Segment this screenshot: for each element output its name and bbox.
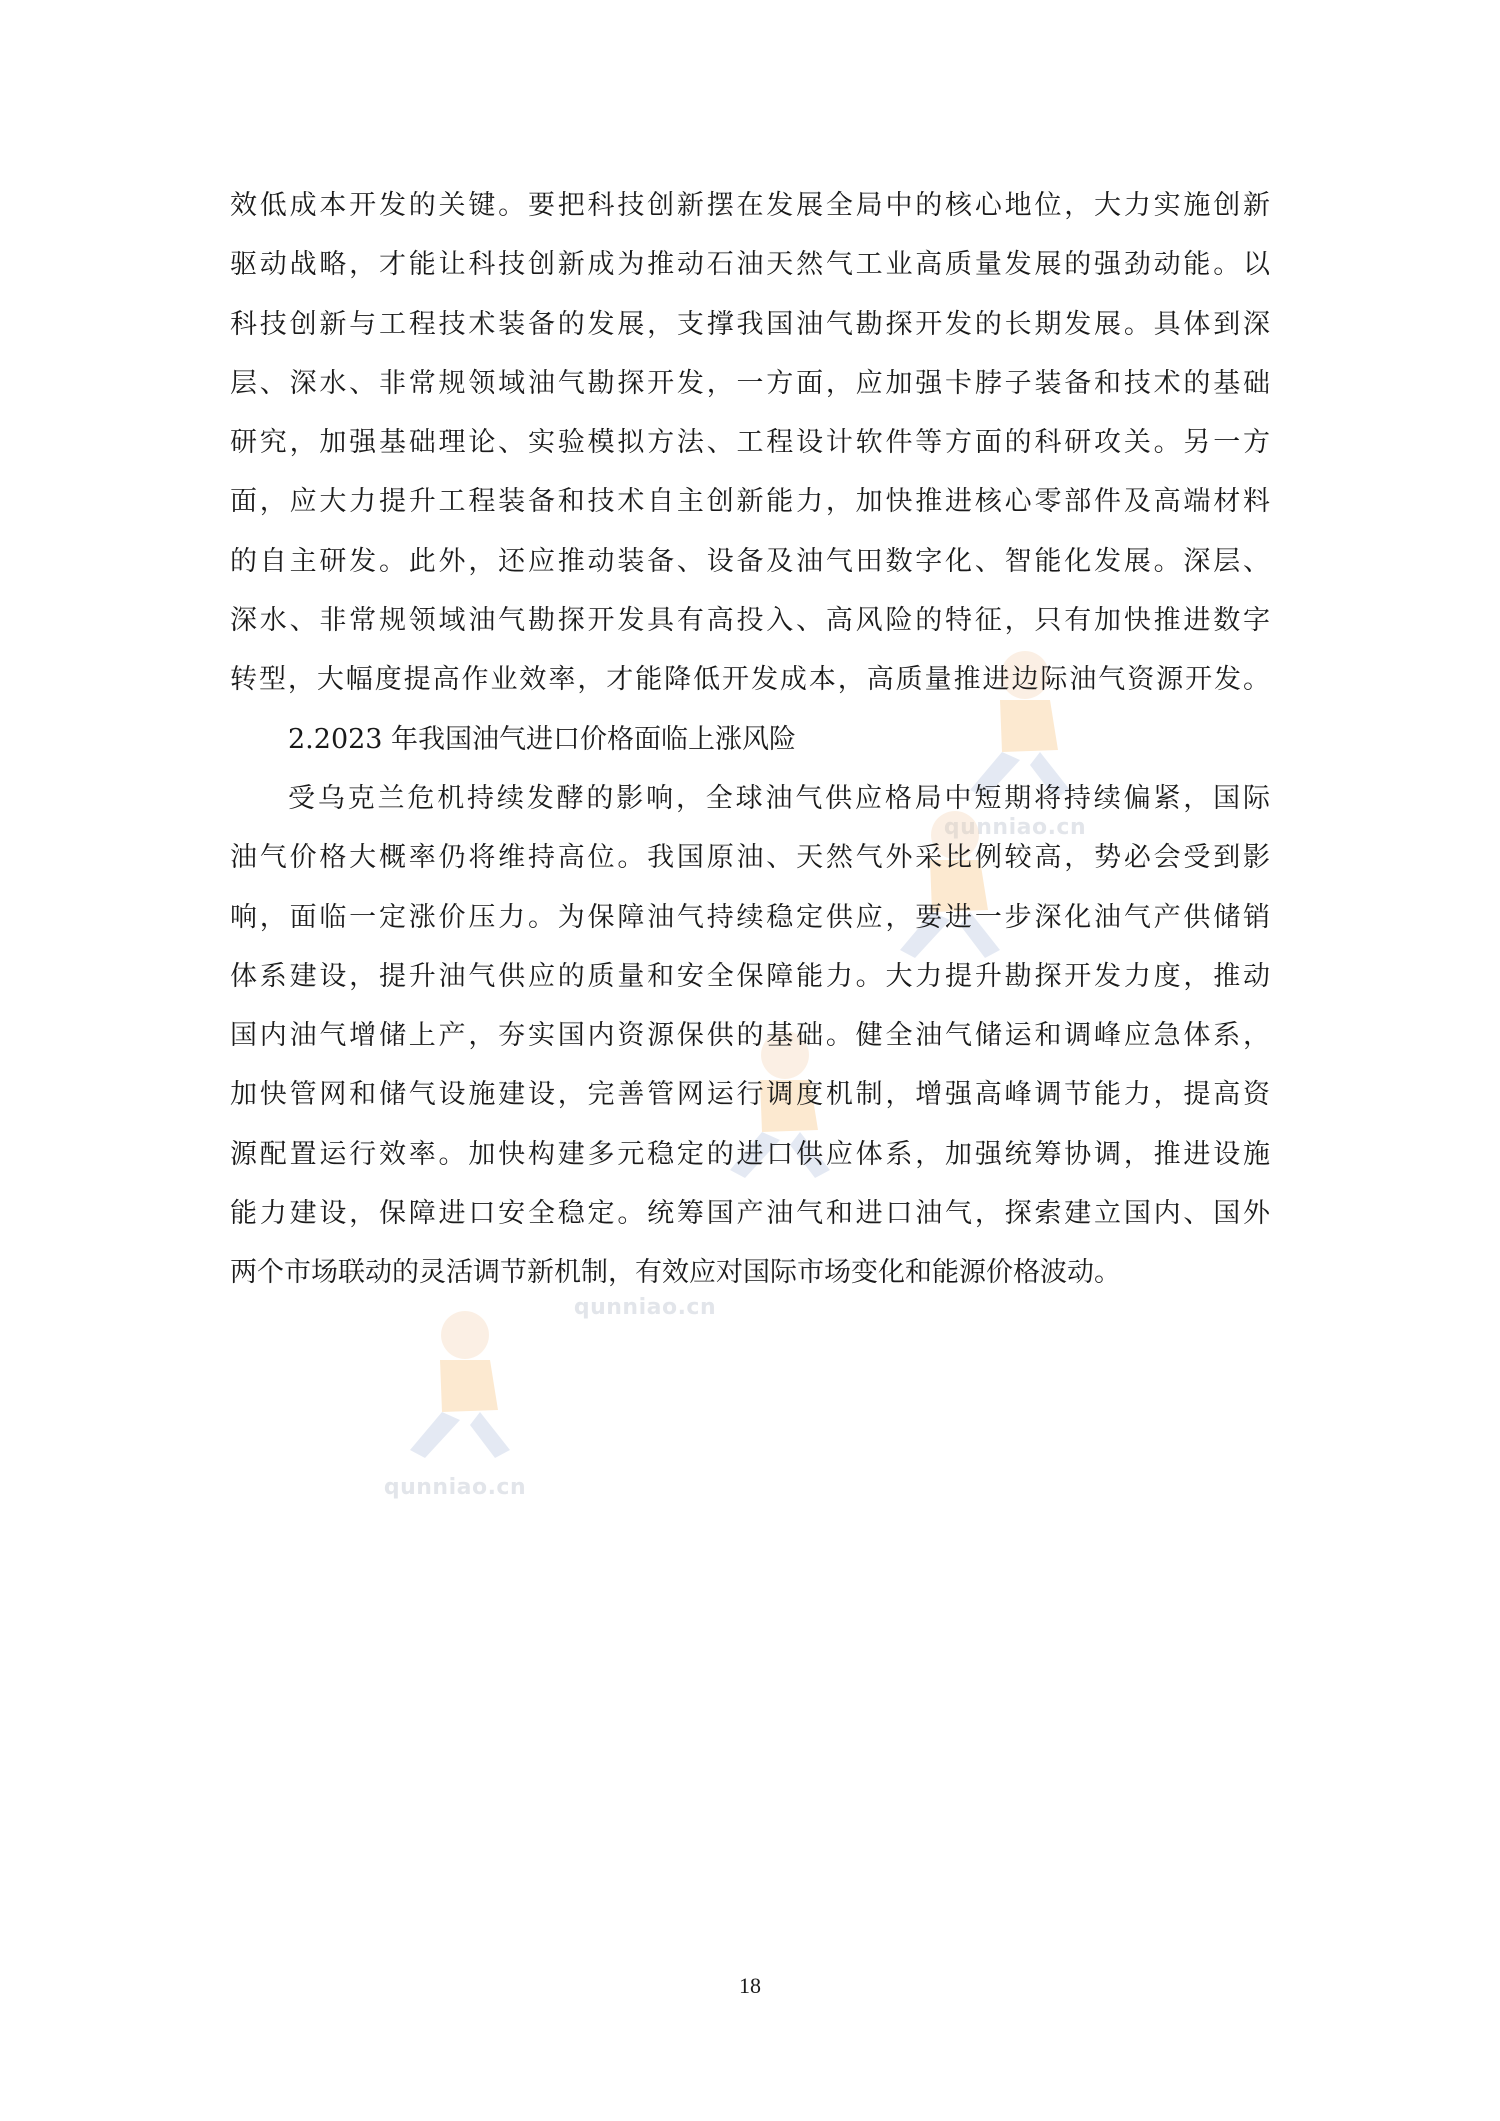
paragraph-line: 源配置运行效率。加快构建多元稳定的进口供应体系，加强统筹协调，推进设施 — [230, 1138, 1270, 1170]
watermark-text: qunniao.cn — [573, 1295, 717, 1320]
paragraph-line: 油气价格大概率仍将维持高位。我国原油、天然气外采比例较高，势必会受到影 — [230, 842, 1270, 874]
paragraph-line: 加快管网和储气设施建设，完善管网运行调度机制，增强高峰调节能力，提高资 — [230, 1079, 1270, 1111]
paragraph-line: 受乌克兰危机持续发酵的影响，全球油气供应格局中短期将持续偏紧，国际 — [288, 782, 1270, 814]
paragraph-line: 能力建设，保障进口安全稳定。统筹国产油气和进口油气，探索建立国内、国外 — [230, 1198, 1270, 1230]
paragraph-line: 科技创新与工程技术装备的发展，支撑我国油气勘探开发的长期发展。具体到深 — [230, 308, 1270, 340]
watermark-text: qunniao.cn — [383, 1475, 527, 1500]
paragraph-line: 两个市场联动的灵活调节新机制，有效应对国际市场变化和能源价格波动。 — [230, 1257, 1121, 1289]
page-number: 18 — [739, 1973, 761, 1998]
paragraph-line: 体系建设，提升油气供应的质量和安全保障能力。大力提升勘探开发力度，推动 — [230, 960, 1270, 992]
paragraph-line: 深水、非常规领域油气勘探开发具有高投入、高风险的特征，只有加快推进数字 — [230, 605, 1270, 637]
paragraph-line: 的自主研发。此外，还应推动装备、设备及油气田数字化、智能化发展。深层、 — [230, 545, 1270, 577]
paragraph-line: 效低成本开发的关键。要把科技创新摆在发展全局中的核心地位，大力实施创新 — [230, 190, 1270, 221]
paragraph-line: 转型，大幅度提高作业效率，才能降低开发成本，高质量推进边际油气资源开发。 — [230, 664, 1270, 696]
paragraph-line: 驱动战略，才能让科技创新成为推动石油天然气工业高质量发展的强劲动能。以 — [230, 249, 1270, 281]
runner-icon — [370, 1300, 540, 1470]
watermark-logo — [370, 1300, 540, 1500]
paragraph-line: 响，面临一定涨价压力。为保障油气持续稳定供应，要进一步深化油气产供储销 — [230, 901, 1270, 933]
paragraph-line: 国内油气增储上产，夯实国内资源保供的基础。健全油气储运和调峰应急体系， — [230, 1020, 1270, 1052]
section-heading: 2.2023 年我国油气进口价格面临上涨风险 — [288, 723, 797, 755]
body-text — [230, 176, 1270, 1303]
paragraph-line: 层、深水、非常规领域油气勘探开发，一方面，应加强卡脖子装备和技术的基础 — [230, 367, 1270, 399]
paragraph-line: 研究，加强基础理论、实验模拟方法、工程设计软件等方面的科研攻关。另一方 — [230, 427, 1270, 459]
watermark-text: qunniao.cn — [943, 815, 1087, 840]
paragraph-line: 面，应大力提升工程装备和技术自主创新能力，加快推进核心零部件及高端材料 — [230, 486, 1270, 518]
